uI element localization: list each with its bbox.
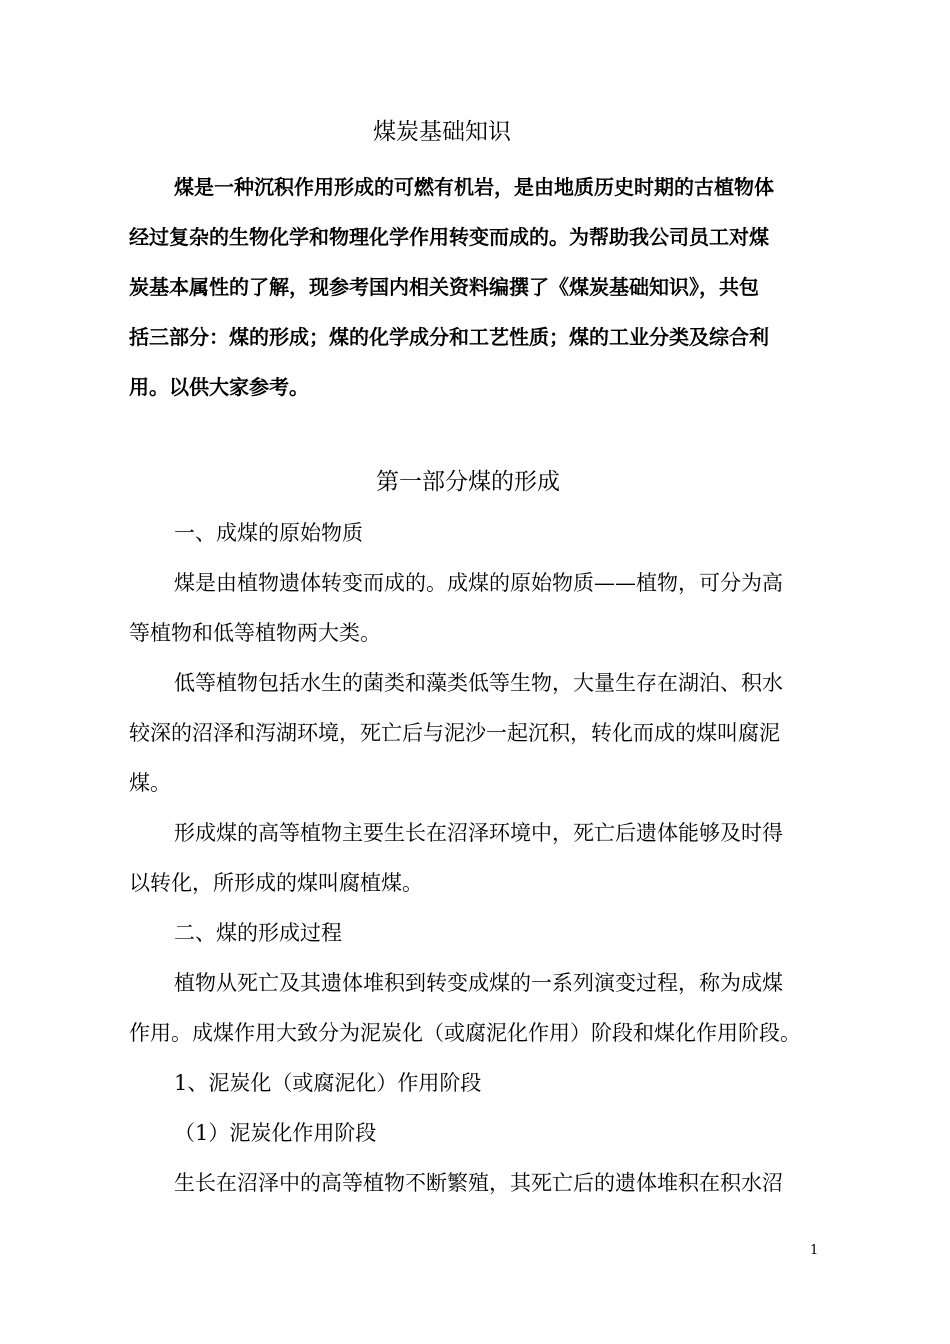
paragraph5-line-1: 生长在沼泽中的高等植物不断繁殖，其死亡后的遗体堆积在积水沼	[174, 1171, 783, 1195]
page-number: 1	[810, 1243, 819, 1258]
intro-line-1: 煤是一种沉积作用形成的可燃有机岩，是由地质历史时期的古植物体	[174, 175, 774, 199]
paragraph1-line-2: 等植物和低等植物两大类。	[129, 621, 381, 645]
paragraph3-line-2: 以转化，所形成的煤叫腐植煤。	[129, 871, 423, 895]
paragraph2-line-1: 低等植物包括水生的菌类和藻类低等生物，大量生存在湖泊、积水	[174, 671, 783, 695]
document-title: 煤炭基础知识	[373, 119, 511, 145]
paragraph3-line-1: 形成煤的高等植物主要生长在沼泽环境中，死亡后遗体能够及时得	[174, 821, 783, 845]
paragraph4-line-1: 植物从死亡及其遗体堆积到转变成煤的一系列演变过程，称为成煤	[174, 971, 783, 995]
part1-title: 第一部分煤的形成	[376, 469, 560, 495]
subsection1-heading: 1、泥炭化（或腐泥化）作用阶段	[174, 1071, 482, 1095]
paragraph2-line-2: 较深的沼泽和泻湖环境，死亡后与泥沙一起沉积，转化而成的煤叫腐泥	[129, 721, 780, 745]
paragraph4-line-2: 作用。成煤作用大致分为泥炭化（或腐泥化作用）阶段和煤化作用阶段。	[129, 1021, 801, 1045]
paragraph1-line-1: 煤是由植物遗体转变而成的。成煤的原始物质——植物，可分为高	[174, 571, 783, 595]
section1-heading: 一、成煤的原始物质	[174, 521, 363, 545]
intro-line-2: 经过复杂的生物化学和物理化学作用转变而成的。为帮助我公司员工对煤	[129, 225, 769, 249]
intro-line-5: 用。以供大家参考。	[129, 375, 309, 399]
intro-line-3: 炭基本属性的了解，现参考国内相关资料编撰了《煤炭基础知识》，共包	[129, 275, 759, 299]
section2-heading: 二、煤的形成过程	[174, 921, 342, 945]
paragraph2-line-3: 煤。	[129, 771, 171, 795]
intro-line-4: 括三部分：煤的形成；煤的化学成分和工艺性质；煤的工业分类及综合利	[129, 325, 769, 349]
subsection1-1-heading: （1）泥炭化作用阶段	[174, 1121, 377, 1145]
